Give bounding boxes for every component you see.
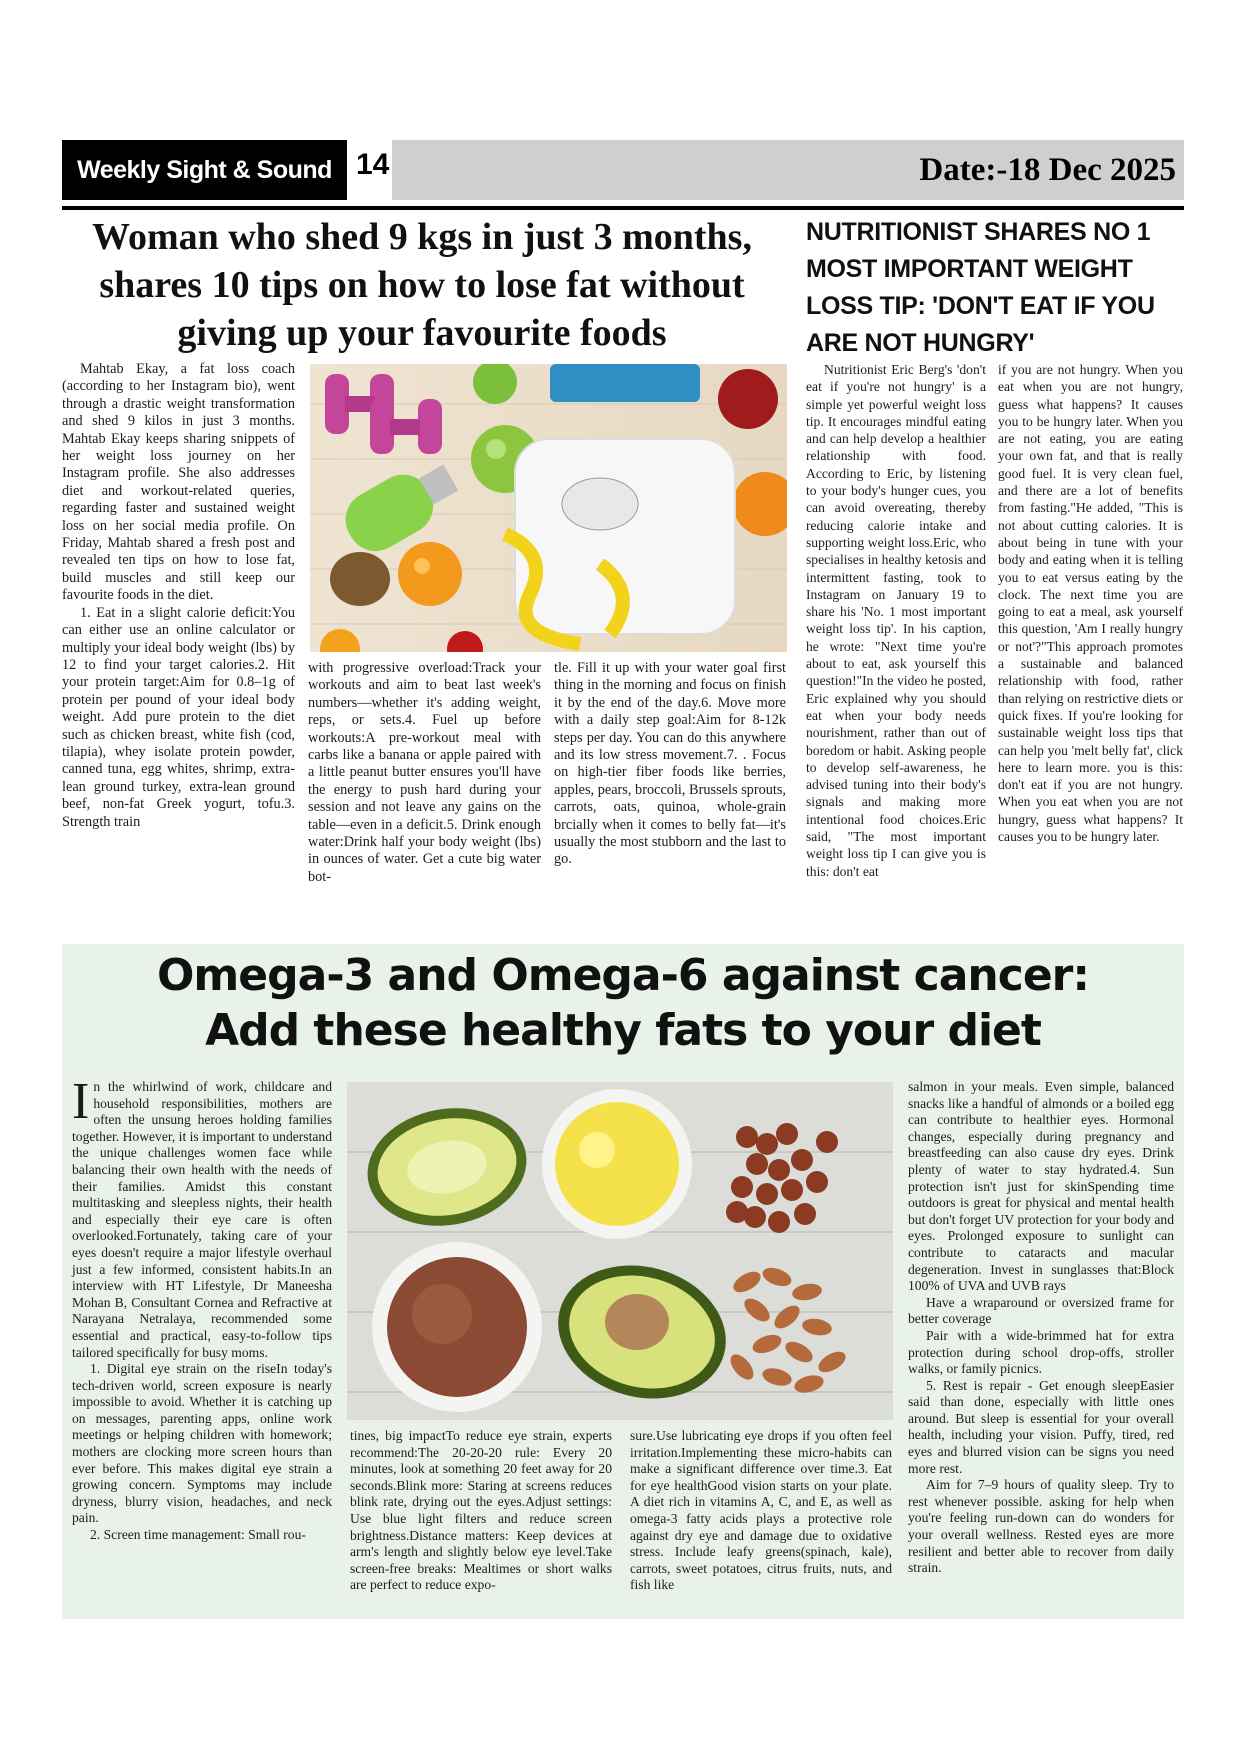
article3-paragraph: Pair with a wide-brimmed hat for extra protection during school drop-offs, stroller walks, or family picnics. <box>908 1327 1174 1377</box>
article1-column-1 <box>62 361 295 831</box>
article3-paragraph: n the whirlwind of work, childcare and household responsibilities, mothers are often the unsung heroes holding families together. However, it is important to understand the unique challenges women face while balancing their own health with the needs of their families. Amidst this constant multitasking and sleepless nights, their health and especially their eye care is often overlooked.Fortunately, taking care of your eyes doesn't require a major lifestyle overhaul just a few informed, consistent habits.In an interview with HT Lifestyle, Dr Maneesha Mohan B, Consultant Cornea and Refractive at Narayana Netralaya, recommended some essential and practical, easy-to-follow tips tailored specifically for busy moms. <box>72 1079 332 1360</box>
article3-column-1 <box>72 1073 332 1544</box>
article3-intro <box>72 1073 332 1361</box>
article3-paragraph: sure.Use lubricating eye drops if you often feel irritation.Implementing these micro-habits can make a significant difference over time.3. Eat for eye healthGood vision starts on your plate. A diet rich in vitamins A, C, and E, as well as omega-3 fatty acids plays a protective role against dry eye and damage due to oxidative stress. Include leafy greens(spinach, kale), carrots, sweet potatoes, citrus fruits, nuts, and fish like <box>630 1428 892 1593</box>
article3-paragraph: tines, big impactTo reduce eye strain, experts recommend:The 20-20-20 rule: Every 20 minutes, look at something 20 feet away for 20 seconds.Blink more: Staring at screens reduces blink rate, drying out the eyes.Adjust settings: Use blue light filters and reduce screen brightness.Distance matters: Keep devices at arm's length and slightly below eye level.Take screen-free breaks: Mealtimes or short walks are perfect to reduce expo- <box>350 1428 612 1593</box>
drop-cap: I <box>72 1073 90 1130</box>
article3-headline-line: Add these healthy fats to your diet <box>205 1005 1041 1056</box>
fitness-food-photo <box>310 364 787 652</box>
article2-paragraph: if you are not hungry. When you eat when you are not hungry, guess what happens? It causes you to be hungry later. When you are not eating, you are eating your own fat, and that is really good fuel. It is very clean fuel, and there are a lot of benefits from fasting."He added, "This is not about cutting calories. It is about being in tune with your body and eating when it is telling you to eat versus eating by the clock. The next time you are going to eat a meal, ask yourself this question, 'Am I really hungry or not'?"This approach promotes a sustainable and balanced relationship with food, rather than relying on restrictive diets or quick fixes. If you're looking for sustainable weight loss tips that can help you 'melt belly fat', click here to learn more. you is this: don't eat if you are not hungry. When you eat when you are not hungry, guess what happens? It causes you to be hungry later. <box>998 362 1183 845</box>
article3-column-4 <box>908 1079 1174 1577</box>
article1-paragraph: 1. Eat in a slight calorie deficit:You can either use an online calculator or multiply your ideal body weight (lbs) by 12 to find your target calories.2. Hit your protein target:Aim for 0.8–1g of protein per pound of your ideal body weight. Add pure protein to the diet such as chicken breast, white fish (cod, tilapia), whey isolate protein powder, canned tuna, egg whites, shrimp, extra-lean ground turkey, extra-lean ground beef, non-fat Greek yogurt, tofu.3. Strength train <box>62 604 295 830</box>
article2-paragraph: Nutritionist Eric Berg's 'don't eat if you're not hungry' is a simple yet powerful weight loss tip. It encourages mindful eating and can help develop a healthier relationship with food. According to Eric, by listening to your body's hunger cues, you can avoid overeating, thereby reducing calorie intake and supporting weight loss.Eric, who specialises in healthy ketosis and intermittent fasting, took to Instagram on January 19 to share his 'No. 1 most important weight loss tip'. In his caption, he wrote: "Next time you're about to eat, ask yourself this question!"In the video he posted, Eric explained why you should eat when your body needs nourishment, rather than out of boredom or habit. Asking people to develop self-awareness, he advised tuning into their body's signals and making more intentional food choices.Eric said, "The most important weight loss tip I can give you is this: don't eat <box>806 362 986 879</box>
article3-paragraph: 1. Digital eye strain on the riseIn today's tech-driven world, screen exposure is nearly impossible to avoid. Whether it is catching up on messages, parenting apps, online work meetings or helping children with homework; mothers are clocking more screen hours than ever before. This makes digital eye strain a growing concern. Symptoms may include dryness, blurry vision, headaches, and neck pain. <box>72 1361 332 1526</box>
article3-paragraph: 2. Screen time management: Small rou- <box>90 1527 306 1543</box>
article1-paragraph: Mahtab Ekay, a fat loss coach (according to her Instagram bio), went through a drastic weight transformation and shed 9 kilos in just 3 months. Mahtab Ekay keeps sharing snippets of her weight loss journey on her Instagram profile. She also addresses diet and workout-related queries, regarding faster and sustained weight loss on her social media profile. On Friday, Mahtab shared a fresh post and revealed ten tips on how to lose fat, build muscles and still keep our favourite foods in the diet. <box>62 361 295 604</box>
article1-paragraph: with progressive overload:Track your workouts and aim to beat last week's numbers—whether it's adding weight, reps, or sets.4. Fuel up before workouts:A pre-workout meal with carbs like a banana or apple paired with a little peanut butter ensures you'll have the energy to push hard during your session and not leave any gains on the table—even in a deficit.5. Drink enough water:Drink half your body weight (lbs) in ounces of water. Get a cute big water bot- <box>308 660 541 885</box>
issue-date: Date:-18 Dec 2025 <box>919 151 1176 188</box>
article1-paragraph: tle. Fill it up with your water goal first thing in the morning and focus on finish it by the end of the day.6. Move more with a daily step goal:Aim for 8-12k steps per day. You can do this anywhere and its low stress movement.7. . Focus on high-tier fiber foods like berries, apples, pears, broccoli, Brussels sprouts, carrots, oats, quinoa, whole-grain brcially when it comes to belly fat—it's usually the most stubborn and the last to go. <box>554 660 786 868</box>
article2-column-1 <box>806 361 986 880</box>
healthy-fats-photo <box>347 1082 893 1420</box>
article3-paragraph: Aim for 7–9 hours of quality sleep. Try to rest whenever possible. asking for help when you're feeling run-down can do wonders for your overall wellness. Rested eyes are more resilient and better able to recover from daily strain. <box>908 1477 1174 1576</box>
article1-column-3 <box>554 660 786 869</box>
article3-paragraph: 5. Rest is repair - Get enough sleepEasier said than done, especially with little ones around. But sleep is essential for your overall health, including your vision. Puffy, tired, red eyes and blurred vision can be signs you need more rest. <box>908 1377 1174 1476</box>
article3-column-3 <box>630 1428 892 1594</box>
article1-headline: Woman who shed 9 kgs in just 3 months, shares 10 tips on how to lose fat without giving up your favourite foods <box>92 216 752 354</box>
article1-column-2 <box>308 660 541 886</box>
article3-paragraph: Have a wraparound or oversized frame for better coverage <box>908 1294 1174 1327</box>
article3-column-2 <box>350 1428 612 1594</box>
article3-headline <box>62 948 1184 1058</box>
publication-name: Weekly Sight & Sound <box>77 155 332 184</box>
header-rule <box>62 206 1184 210</box>
article2-column-2 <box>998 361 1183 845</box>
article2-headline: NUTRITIONIST SHARES NO 1 MOST IMPORTANT WEIGHT LOSS TIP: 'DON'T EAT IF YOU ARE NOT HUNGRY' <box>806 218 1155 357</box>
page-number: 14 <box>356 148 390 181</box>
article3-paragraph: salmon in your meals. Even simple, balanced snacks like a handful of almonds or a boiled egg can contribute to healthier eyes. Hormonal changes, especially during pregnancy and breastfeeding can also cause dry eyes. Drink plenty of water to stay hydrated.4. Sun protection isn't just for skinSpending time outdoors is great for physical and mental health but don't forget UV protection for your body and eyes. Prolonged exposure to sunlight can contribute to cataracts and macular degeneration. Invest in sunglasses that:Block 100% of UVA and UVB rays <box>908 1079 1174 1294</box>
article3-headline-line: Omega-3 and Omega-6 against cancer: <box>157 950 1089 1001</box>
